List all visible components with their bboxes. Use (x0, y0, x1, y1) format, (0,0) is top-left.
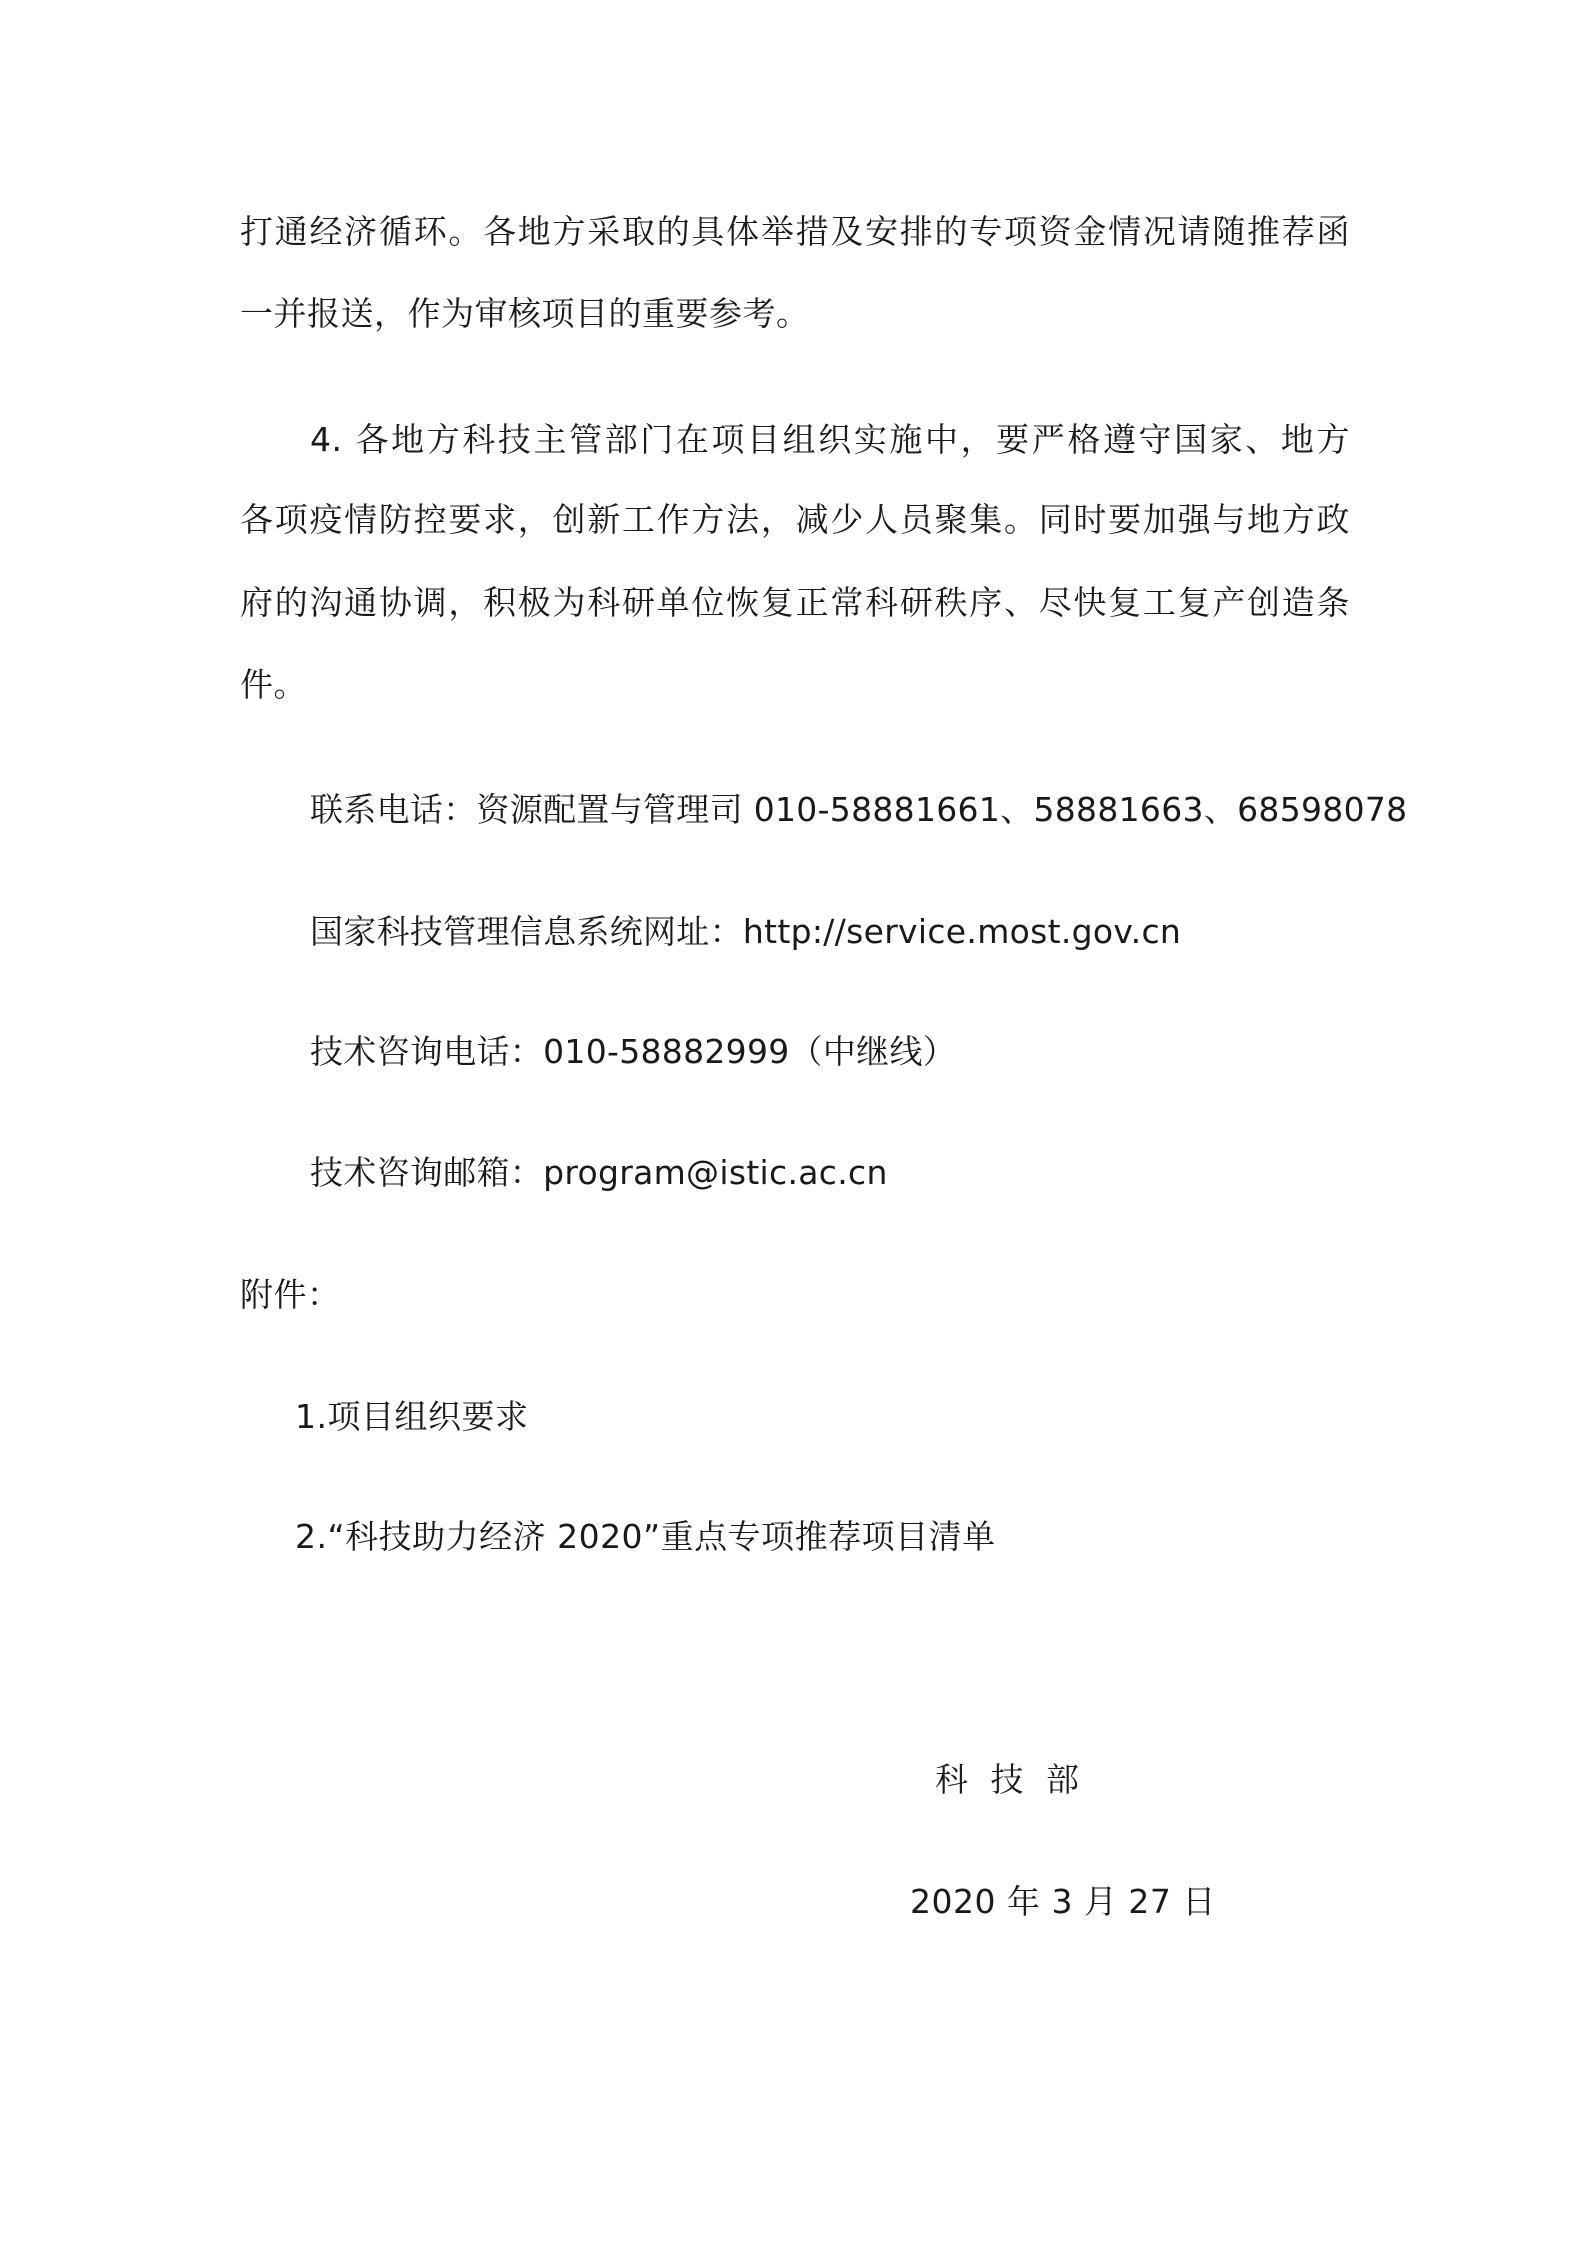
contact-phone: 联系电话：资源配置与管理司 010-58881661、58881663、68598078 (310, 790, 1408, 829)
contact-system-url: 国家科技管理信息系统网址：http://service.most.gov.cn (310, 912, 1182, 951)
contact-tech-email: 技术咨询邮箱：program@istic.ac.cn (310, 1153, 888, 1192)
para2-line4: 件。 (240, 665, 307, 704)
attachments-heading: 附件： (240, 1275, 341, 1314)
para2-line1: 4. 各地方科技主管部门在项目组织实施中，要严格遵守国家、地方 (310, 420, 1350, 459)
para1-line2: 一并报送，作为审核项目的重要参考。 (240, 294, 810, 333)
para2-line3: 府的沟通协调，积极为科研单位恢复正常科研秩序、尽快复工复产创造条 (240, 583, 1350, 622)
signature-date: 2020 年 3 月 27 日 (910, 1882, 1216, 1921)
signature-org: 科 技 部 (935, 1760, 1085, 1799)
para1-line1: 打通经济循环。各地方采取的具体举措及安排的专项资金情况请随推荐函 (240, 212, 1350, 251)
attachment-item: 1.项目组织要求 (295, 1397, 529, 1436)
attachment-item: 2.“科技助力经济 2020”重点专项推荐项目清单 (295, 1517, 996, 1556)
para2-line2: 各项疫情防控要求，创新工作方法，减少人员聚集。同时要加强与地方政 (240, 500, 1350, 539)
contact-tech-phone: 技术咨询电话：010-58882999（中继线） (310, 1032, 957, 1071)
